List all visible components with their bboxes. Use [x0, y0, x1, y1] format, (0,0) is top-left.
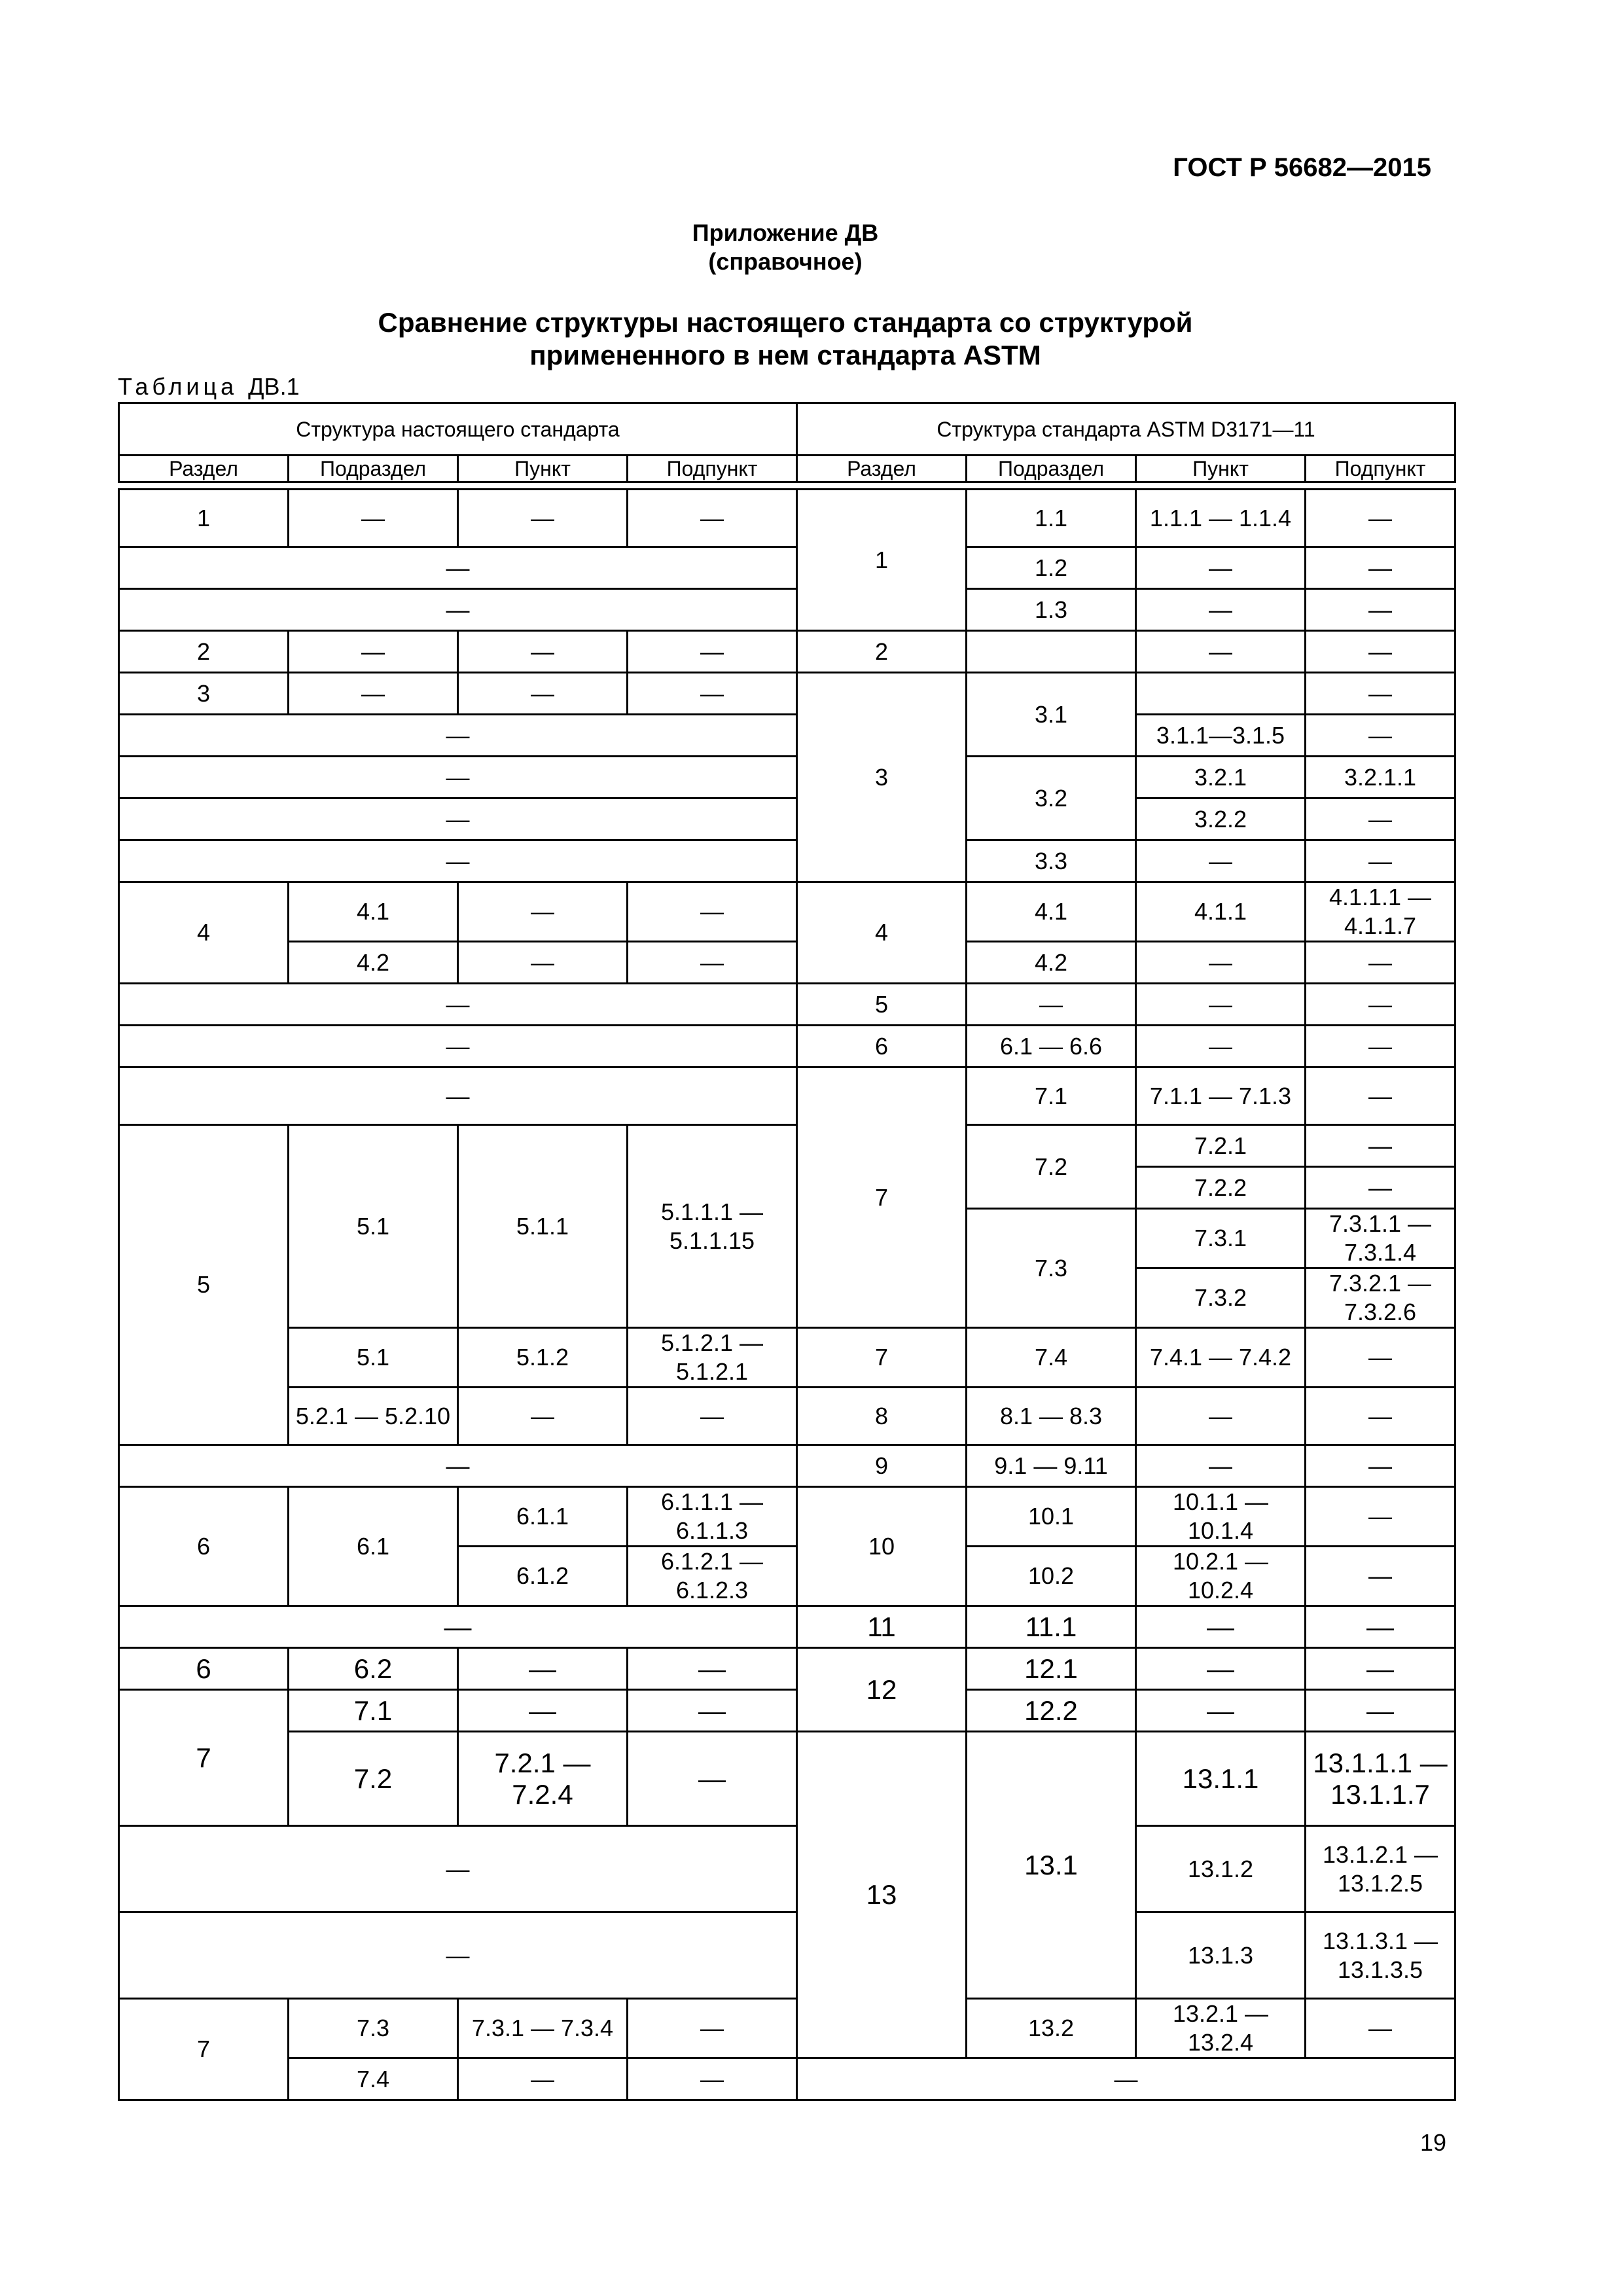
table-cell: 10.1.1 — 10.1.4: [1136, 1487, 1306, 1547]
table-cell: 7: [797, 1328, 967, 1388]
table-cell: 3: [797, 673, 967, 882]
table-row: [119, 757, 1455, 798]
table-label-number: ДВ.1: [248, 373, 300, 400]
page-number: 19: [1419, 2129, 1446, 2156]
column-header: Раздел: [797, 456, 967, 482]
table-cell: —: [119, 1026, 797, 1067]
table-cell: 7.3: [289, 1999, 458, 2058]
table-cell: —: [119, 757, 797, 798]
table-cell: 10.2: [967, 1547, 1136, 1606]
column-header: Подраздел: [967, 456, 1136, 482]
table-title-line-2: примененного в нем стандарта ASTM: [529, 340, 1041, 370]
table-cell: —: [1306, 1648, 1455, 1690]
table-cell: 7.3.2: [1136, 1268, 1306, 1328]
table-cell: 9: [797, 1445, 967, 1487]
table-cell: 12.1: [967, 1648, 1136, 1690]
table-cell: —: [119, 984, 797, 1026]
table-cell: 4.1: [289, 882, 458, 942]
table-cell: —: [797, 2058, 1455, 2100]
table-cell: 6.1.1.1 — 6.1.1.3: [628, 1487, 797, 1547]
table-cell: —: [1136, 1026, 1306, 1067]
table-cell: —: [458, 1690, 628, 1732]
table-cell: —: [458, 2058, 628, 2100]
table-row: [119, 1026, 1455, 1067]
table-cell: —: [119, 1606, 797, 1648]
table-cell: 5.1.1.1 — 5.1.1.15: [628, 1125, 797, 1328]
table-cell: —: [458, 490, 628, 547]
table-cell: 12.2: [967, 1690, 1136, 1732]
table-cell: 5: [119, 1125, 289, 1445]
table-cell: —: [289, 673, 458, 715]
table-row: [119, 1690, 1455, 1732]
table-cell: —: [289, 490, 458, 547]
table-cell: 4: [797, 882, 967, 984]
table-cell: —: [628, 1732, 797, 1826]
table-row: [119, 840, 1455, 882]
table-cell: —: [628, 1388, 797, 1445]
table-cell: 6.1.2: [458, 1547, 628, 1606]
table-row: [119, 589, 1455, 631]
table-cell: 5.2.1 — 5.2.10: [289, 1388, 458, 1445]
table-cell: —: [1136, 1388, 1306, 1445]
table-cell: —: [1306, 490, 1455, 547]
table-row: [119, 1606, 1455, 1648]
table-cell: 12: [797, 1648, 967, 1732]
table-cell: 6.2: [289, 1648, 458, 1690]
table-cell: —: [458, 1388, 628, 1445]
table-row: [119, 1067, 1455, 1125]
column-header: Пункт: [458, 456, 628, 482]
table-cell: 4.1.1.1 — 4.1.1.7: [1306, 882, 1455, 942]
table-cell: 13.1.1: [1136, 1732, 1306, 1826]
table-cell: —: [119, 840, 797, 882]
table-cell: 11: [797, 1606, 967, 1648]
table-cell: —: [628, 490, 797, 547]
table-cell: 3.2: [967, 757, 1136, 840]
table-cell: —: [1306, 1067, 1455, 1125]
table-row: [119, 1388, 1455, 1445]
table-row: [119, 882, 1455, 942]
column-header: Подраздел: [289, 456, 458, 482]
table-cell: 7.2: [967, 1125, 1136, 1209]
table-cell: —: [628, 1648, 797, 1690]
table-cell: —: [628, 882, 797, 942]
table-cell: 6: [119, 1648, 289, 1690]
table-cell: 3.1.1—3.1.5: [1136, 715, 1306, 757]
table-row: [119, 1999, 1455, 2058]
table-cell: —: [458, 631, 628, 673]
table-cell: 1.2: [967, 547, 1136, 589]
table-cell: —: [119, 547, 797, 589]
table-cell: [967, 631, 1136, 673]
table-cell: 4.1: [967, 882, 1136, 942]
table-cell: —: [1136, 984, 1306, 1026]
table-cell: 5.1.2.1 — 5.1.2.1: [628, 1328, 797, 1388]
table-cell: —: [628, 942, 797, 984]
table-cell: —: [1306, 840, 1455, 882]
table-header: [118, 402, 1456, 483]
table-cell: 7.2.2: [1136, 1167, 1306, 1209]
column-header: Подпункт: [1306, 456, 1455, 482]
table-cell: —: [1306, 1328, 1455, 1388]
table-row: [119, 798, 1455, 840]
table-cell: —: [1136, 1648, 1306, 1690]
table-cell: 2: [797, 631, 967, 673]
table-row: [119, 631, 1455, 673]
table-cell: 3.3: [967, 840, 1136, 882]
table-cell: 13.1.2: [1136, 1826, 1306, 1912]
table-cell: 13.1.1.1 — 13.1.1.7: [1306, 1732, 1455, 1826]
table-cell: —: [1136, 1445, 1306, 1487]
table-cell: 4: [119, 882, 289, 984]
table-cell: 4.1.1: [1136, 882, 1306, 942]
table-cell: —: [1136, 547, 1306, 589]
table-cell: —: [1306, 1026, 1455, 1067]
table-cell: —: [119, 1826, 797, 1912]
table-cell: 5.1: [289, 1125, 458, 1328]
table-row: [119, 1487, 1455, 1547]
table-row: [119, 1125, 1455, 1167]
table-cell: 7.4.1 — 7.4.2: [1136, 1328, 1306, 1388]
table-row: [119, 490, 1455, 547]
table-label-prefix: Таблица: [118, 373, 238, 400]
column-header: Подпункт: [628, 456, 797, 482]
header-group-this-standard: Структура настоящего стандарта: [119, 403, 797, 456]
table-cell: 1.1.1 — 1.1.4: [1136, 490, 1306, 547]
table-cell: 6: [119, 1487, 289, 1606]
column-header: Раздел: [119, 456, 289, 482]
table-cell: 5.1: [289, 1328, 458, 1388]
table-cell: —: [458, 942, 628, 984]
table-cell: 5.1.1: [458, 1125, 628, 1328]
table-row: [119, 1445, 1455, 1487]
table-cell: 7.2.1: [1136, 1125, 1306, 1167]
table-cell: 3.1: [967, 673, 1136, 757]
table-cell: —: [289, 631, 458, 673]
table-row: [119, 547, 1455, 589]
table-row: [119, 1732, 1455, 1826]
table-cell: —: [458, 1648, 628, 1690]
table-cell: 5.1.2: [458, 1328, 628, 1388]
table-cell: —: [1306, 1388, 1455, 1445]
table-cell: —: [1306, 1167, 1455, 1209]
table-cell: 13: [797, 1732, 967, 2058]
table-cell: 7.3.1: [1136, 1209, 1306, 1268]
table-cell: 13.1.2.1 — 13.1.2.5: [1306, 1826, 1455, 1912]
table-cell: —: [1306, 984, 1455, 1026]
table-row: [119, 1826, 1455, 1912]
table-cell: 6.1: [289, 1487, 458, 1606]
table-cell: 7.3: [967, 1209, 1136, 1328]
table-cell: 7.1: [289, 1690, 458, 1732]
table-cell: 7.3.2.1 — 7.3.2.6: [1306, 1268, 1455, 1328]
table-cell: —: [1136, 1690, 1306, 1732]
table-cell: —: [458, 673, 628, 715]
table-cell: 6.1.1: [458, 1487, 628, 1547]
table-cell: —: [1306, 1999, 1455, 2058]
table-cell: —: [1136, 942, 1306, 984]
table-cell: 1.3: [967, 589, 1136, 631]
column-header: Пункт: [1136, 456, 1306, 482]
table-cell: —: [1306, 715, 1455, 757]
table-row: [119, 673, 1455, 715]
table-cell: —: [1136, 631, 1306, 673]
table-cell: —: [628, 673, 797, 715]
table-cell: 7.3.1.1 — 7.3.1.4: [1306, 1209, 1455, 1268]
table-cell: —: [119, 798, 797, 840]
table-cell: —: [1136, 840, 1306, 882]
header-group-astm: Структура стандарта ASTM D3171—11: [797, 403, 1455, 456]
table-cell: 7.2.1 — 7.2.4: [458, 1732, 628, 1826]
table-cell: —: [119, 1067, 797, 1125]
table-cell: —: [967, 984, 1136, 1026]
table-cell: —: [1306, 631, 1455, 673]
table-cell: 7.4: [289, 2058, 458, 2100]
table-cell: 3.2.1.1: [1306, 757, 1455, 798]
table-row: [119, 2058, 1455, 2100]
table-cell: —: [119, 1912, 797, 1999]
table-cell: 13.1.3: [1136, 1912, 1306, 1999]
table-cell: 1: [797, 490, 967, 631]
table-cell: —: [1306, 1547, 1455, 1606]
annex-status: (справочное): [708, 248, 863, 275]
table-cell: 13.1.3.1 — 13.1.3.5: [1306, 1912, 1455, 1999]
table-cell: 7.3.1 — 7.3.4: [458, 1999, 628, 2058]
table-cell: 7.4: [967, 1328, 1136, 1388]
table-cell: —: [628, 631, 797, 673]
document-code: ГОСТ Р 56682—2015: [1173, 153, 1431, 182]
table-cell: 10.1: [967, 1487, 1136, 1547]
table-cell: 13.1: [967, 1732, 1136, 1999]
table-cell: 5: [797, 984, 967, 1026]
table-cell: —: [1136, 1606, 1306, 1648]
table-cell: —: [1306, 1690, 1455, 1732]
table-row: [119, 1912, 1455, 1999]
table-cell: 4.2: [289, 942, 458, 984]
table-cell: —: [1136, 589, 1306, 631]
table-row: [119, 1328, 1455, 1388]
table-cell: —: [119, 1445, 797, 1487]
table-cell: 3.2.2: [1136, 798, 1306, 840]
table-cell: —: [1306, 1445, 1455, 1487]
table-title: [0, 306, 1571, 372]
table-cell: 10.2.1 — 10.2.4: [1136, 1547, 1306, 1606]
annex-title: Приложение ДВ: [692, 219, 879, 246]
table-cell: 1: [119, 490, 289, 547]
table-cell: —: [1306, 1606, 1455, 1648]
table-cell: 2: [119, 631, 289, 673]
table-cell: 6: [797, 1026, 967, 1067]
table-cell: [1136, 673, 1306, 715]
table-cell: —: [628, 1999, 797, 2058]
table-cell: 7: [797, 1067, 967, 1328]
table-cell: 7.1: [967, 1067, 1136, 1125]
table-cell: 7: [119, 1690, 289, 1826]
annex-heading: [0, 219, 1571, 276]
table-cell: 9.1 — 9.11: [967, 1445, 1136, 1487]
table-cell: 7: [119, 1999, 289, 2100]
table-cell: 1.1: [967, 490, 1136, 547]
table-cell: —: [1306, 673, 1455, 715]
comparison-table: [118, 488, 1456, 2101]
table-cell: —: [1306, 547, 1455, 589]
table-cell: —: [119, 589, 797, 631]
table-cell: —: [1306, 1125, 1455, 1167]
table-cell: 8: [797, 1388, 967, 1445]
table-cell: —: [1306, 798, 1455, 840]
table-cell: —: [458, 882, 628, 942]
table-cell: 11.1: [967, 1606, 1136, 1648]
table-cell: 3: [119, 673, 289, 715]
table-cell: —: [119, 715, 797, 757]
table-cell: 13.2.1 — 13.2.4: [1136, 1999, 1306, 2058]
table-label: [118, 373, 300, 401]
table-cell: 6.1.2.1 — 6.1.2.3: [628, 1547, 797, 1606]
table-cell: 4.2: [967, 942, 1136, 984]
table-cell: 8.1 — 8.3: [967, 1388, 1136, 1445]
table-row: [119, 942, 1455, 984]
table-cell: —: [628, 2058, 797, 2100]
table-cell: 13.2: [967, 1999, 1136, 2058]
table-cell: 7.1.1 — 7.1.3: [1136, 1067, 1306, 1125]
table-cell: —: [1306, 1487, 1455, 1547]
table-title-line-1: Сравнение структуры настоящего стандарта со структурой: [378, 307, 1193, 338]
table-cell: —: [628, 1690, 797, 1732]
table-cell: 10: [797, 1487, 967, 1606]
table-cell: 6.1 — 6.6: [967, 1026, 1136, 1067]
table-cell: 7.2: [289, 1732, 458, 1826]
table-row: [119, 1648, 1455, 1690]
table-row: [119, 715, 1455, 757]
table-cell: 3.2.1: [1136, 757, 1306, 798]
table-cell: —: [1306, 942, 1455, 984]
table-cell: —: [1306, 589, 1455, 631]
table-row: [119, 984, 1455, 1026]
